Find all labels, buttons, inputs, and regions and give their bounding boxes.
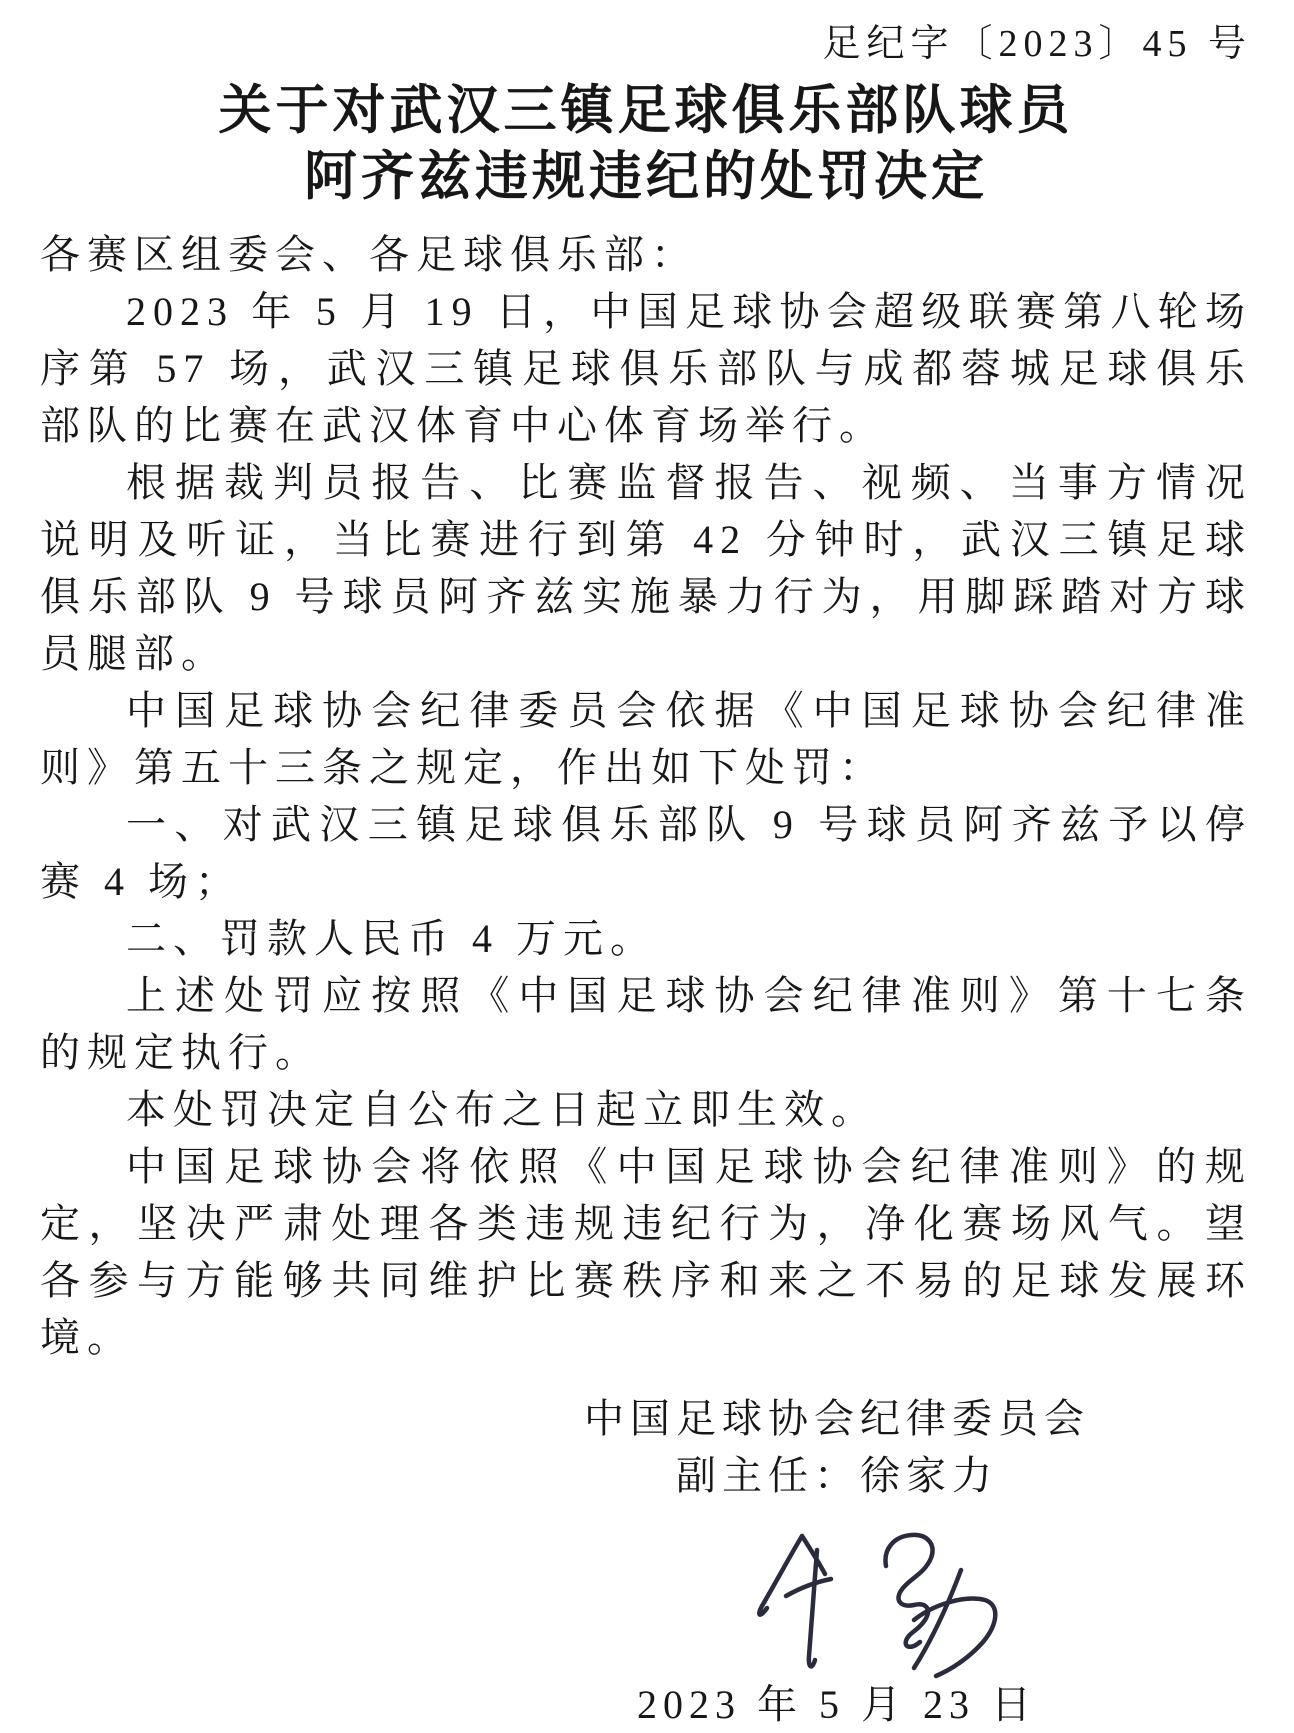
body-paragraph-2: 根据裁判员报告、比赛监督报告、视频、当事方情况说明及听证，当比赛进行到第 42 分钟时，武汉三镇足球俱乐部队 9 号球员阿齐兹实施暴力行为，用脚踩踏对方球员腿部。	[40, 460, 1252, 676]
body-paragraph-7: 本处罚决定自公布之日起立即生效。	[126, 1087, 878, 1132]
handwritten-signature	[532, 1508, 1142, 1686]
signature-ink-icon	[662, 1508, 1012, 1686]
doc-number: 足纪字〔2023〕45 号	[822, 23, 1252, 65]
doc-title	[40, 78, 1252, 210]
body-paragraph-5: 二、罚款人民币 4 万元。	[126, 916, 657, 961]
salutation-line: 各赛区组委会、各足球俱乐部：	[40, 232, 698, 277]
body-paragraph-1: 2023 年 5 月 19 日，中国足球协会超级联赛第八轮场序第 57 场，武汉三镇足球俱乐部队与成都蓉城足球俱乐部队的比赛在武汉体育中心体育场举行。	[40, 289, 1252, 448]
signoff-signer-title: 副主任：徐家力	[676, 1453, 998, 1498]
body-paragraph-8: 中国足球协会将依照《中国足球协会纪律准则》的规定，坚决严肃处理各类违规违纪行为，净化赛场风气。望各参与方能够共同维护比赛秩序和来之不易的足球发展环境。	[40, 1144, 1252, 1360]
body-paragraph-4: 一、对武汉三镇足球俱乐部队 9 号球员阿齐兹予以停赛 4 场；	[40, 802, 1252, 904]
signoff-date: 2023 年 5 月 23 日	[637, 1682, 1037, 1727]
body-paragraph-6: 上述处罚应按照《中国足球协会纪律准则》第十七条的规定执行。	[40, 973, 1252, 1075]
signoff-block	[532, 1390, 1142, 1733]
signoff-organization: 中国足球协会纪律委员会	[584, 1396, 1090, 1441]
doc-title-line-2: 阿齐兹违规违纪的处罚决定	[304, 148, 988, 206]
doc-body	[40, 226, 1252, 1366]
body-paragraph-3: 中国足球协会纪律委员会依据《中国足球协会纪律准则》第五十三条之规定，作出如下处罚：	[40, 688, 1252, 790]
doc-title-line-1: 关于对武汉三镇足球俱乐部队球员	[218, 82, 1074, 140]
